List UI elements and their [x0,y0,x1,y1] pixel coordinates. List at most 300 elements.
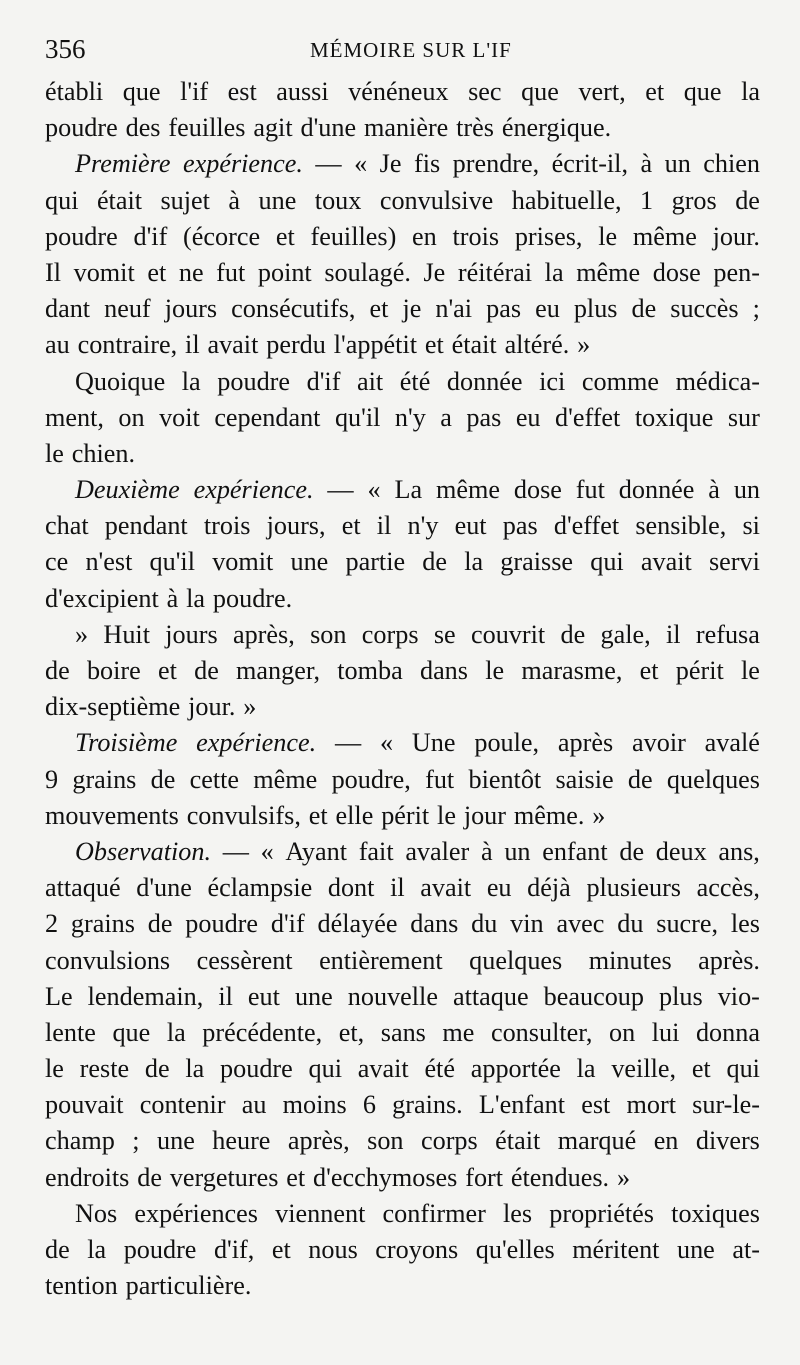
word: gale, [600,619,651,649]
word: saisie [555,764,614,794]
word: champ [45,1126,115,1156]
word: 1 [640,185,654,215]
word: ne [178,257,204,287]
word: aussi [276,77,329,106]
word: d'une [300,113,357,143]
text-line [45,291,760,327]
word: son [367,1126,404,1156]
word: voit [159,402,200,432]
word: manière [363,113,449,143]
word: qui [45,185,79,215]
word: à [480,836,493,866]
word: l'appétit [333,330,417,360]
word: des [125,113,161,143]
word: nous [308,1235,358,1264]
word: et [639,656,659,685]
word-gap [64,436,72,472]
word: et [157,656,177,685]
word: — [222,836,249,866]
word-gap [584,798,592,834]
word: même [436,475,500,505]
word: ait [357,366,384,396]
word: graisse [500,547,574,577]
word: n'y [407,511,439,541]
word: neuf [104,294,151,324]
word: d'effet [555,402,621,432]
word: n'est [85,547,133,577]
word: vin [510,909,544,939]
word: en [653,1126,679,1156]
word: était [495,1126,541,1156]
text-line [45,1160,760,1196]
word: poule, [474,728,540,758]
word: de [194,656,219,685]
word: et [369,294,389,324]
word: d'if, [213,1235,255,1264]
section-heading-word: Observation. [75,836,212,866]
section-heading-word: expérience. [196,728,317,758]
word: at- [732,1235,760,1264]
word: reste [79,1054,130,1084]
word-gap [278,1160,286,1196]
word: vomit [73,257,135,287]
word: périt [381,800,430,830]
text-line [45,1015,760,1051]
word: veille, [611,1054,677,1084]
text-line [45,689,760,725]
word: fait [358,836,394,866]
text-line [45,436,760,472]
text-line [45,943,760,979]
word: une [290,547,329,577]
text-line [45,1268,760,1304]
word: » [577,330,591,360]
text-line [45,1196,760,1232]
word: marqué [557,1126,637,1156]
word: cette [189,764,240,794]
word: sur [727,402,760,432]
word: même. [513,800,585,830]
text-line [45,544,760,580]
text-line [45,327,760,363]
word: lendemain, [87,981,204,1011]
word: Je [379,149,402,179]
word: les [502,1198,533,1228]
word: de [45,1235,70,1264]
word: d'effet [553,511,620,541]
word: « [379,728,394,758]
word: pendant [104,511,188,541]
word: pas [466,402,502,432]
word: est [581,1090,611,1120]
word: jour. [188,692,236,722]
word: un [504,836,531,866]
word: Une [411,728,456,758]
word-gap [373,798,381,834]
word-gap [118,1268,126,1304]
word: poudre. [212,583,293,613]
word: — [327,475,354,505]
word: la [185,1054,205,1084]
word-gap [293,110,301,146]
word: manger, [236,656,321,685]
word: vio- [717,981,760,1011]
word: fort [465,1162,504,1192]
word: toux [314,185,362,215]
word: divers [695,1126,760,1156]
text-line [45,1123,760,1159]
word: convulsions [45,945,171,975]
word: il [666,619,681,649]
word: on [609,1017,636,1047]
word: ; [752,294,760,324]
word: vert, [578,77,626,106]
text-line [45,762,760,798]
word: ; [132,1126,140,1156]
word-gap [235,689,243,725]
word: beaucoup [543,981,644,1011]
word: du [617,909,644,939]
word: de [137,1162,162,1192]
word-gap [258,327,266,363]
word: avait [207,330,259,360]
word: de [627,764,653,794]
word: poudre [45,113,118,143]
word: agit [253,113,293,143]
word: à [166,583,179,613]
word: apportée [470,1054,561,1084]
word: poudre [123,1235,197,1264]
word: éclampsie [207,873,313,903]
text-line [45,581,760,617]
word: qui [590,547,624,577]
word: (écorce [183,221,261,251]
word: « [260,836,274,866]
word: confirmer [382,1198,486,1228]
word: avalé [704,728,760,758]
word: trois [452,221,500,251]
word: vergetures [169,1162,279,1192]
word: ment, [45,402,104,432]
word: dose [652,257,701,287]
word: eu [486,873,512,903]
word: marasme, [521,656,623,685]
text-line [45,183,760,219]
text-line [45,472,760,508]
word: point [257,257,312,287]
word: qu'il [334,402,381,432]
word: fut [216,257,246,287]
word: 2 [45,909,59,939]
word-gap [326,327,334,363]
word: poudre [185,909,259,939]
word: et [275,221,295,251]
word: chat [45,511,89,541]
word: d'excipient [45,583,159,613]
word: au [45,330,70,360]
text-line [45,906,760,942]
word: eu [535,294,560,324]
word: qu'il [149,547,195,577]
section-heading-word: Première [75,149,171,179]
word: était [96,185,143,215]
word: trois [203,511,251,541]
word: gros [671,185,717,215]
word: prendre, [452,149,540,179]
text-line [45,798,760,834]
word: cependant [214,402,321,432]
word: du [471,909,498,939]
word: a [440,402,452,432]
word: plus [659,981,703,1011]
word-gap [305,1160,313,1196]
word: jour [463,800,506,830]
word: viennent [275,1198,366,1228]
word: réitérai [457,257,533,287]
text-line [45,146,760,182]
word: eut [247,981,280,1011]
word: périt [675,656,724,685]
word-gap [417,327,425,363]
word: à [228,185,241,215]
word-gap [162,1160,170,1196]
word: il [218,981,233,1011]
word: poudre, [331,764,411,794]
word: corps [420,1126,478,1156]
word-gap [444,327,452,363]
word: de [631,294,657,324]
word: la [741,77,760,106]
word: même [632,221,697,251]
word: n'y [394,402,426,432]
word: contraire, [77,330,178,360]
word: refusa [695,619,760,649]
word: Il [45,257,61,287]
word: il [185,330,200,360]
word: de [560,619,586,649]
word: deux [655,836,707,866]
word: me [442,1017,475,1047]
word: endroits [45,1162,130,1192]
word: sensible, [635,511,727,541]
word: croyons [375,1235,459,1264]
body-text [45,74,760,1304]
word: pas [502,511,538,541]
word: mouvements [45,800,179,830]
word: donnée [446,366,523,396]
word: comme [581,366,660,396]
word-gap [118,110,126,146]
word: une [294,981,333,1011]
text-line [45,400,760,436]
word-gap [506,798,514,834]
word: de [422,547,448,577]
word: enfant [542,836,608,866]
word: habituelle, [511,185,622,215]
word-gap [178,581,186,617]
word: d'if [270,909,305,939]
word: sujet [160,185,210,215]
word: était [451,330,497,360]
word: et [691,1054,711,1084]
word: jours [165,619,218,649]
text-line [45,834,760,870]
word-gap [70,327,78,363]
word-gap [497,327,505,363]
word: à [708,475,720,505]
word: et [271,1235,291,1264]
word: précédente, [202,1017,323,1047]
word: toxiques [671,1198,760,1228]
page-header [45,34,760,74]
text-line [45,219,760,255]
word: la [166,1017,186,1047]
word: 6 [362,1090,376,1120]
word: Huit [103,619,150,649]
word: consécutifs, [231,294,356,324]
word: corps [361,619,419,649]
word: la [181,366,201,396]
word-gap [205,581,213,617]
word: et [341,511,361,541]
word: « [367,475,381,505]
word: un [664,149,691,179]
word: ans, [718,836,760,866]
word: les [730,909,760,939]
word: La [394,475,423,505]
word: poudre [220,1054,293,1084]
word: convulsifs, [186,800,301,830]
word: lente [45,1017,96,1047]
text-line [45,110,760,146]
word: grains [70,909,135,939]
word: sucre, [656,909,719,939]
word: dans [410,909,459,939]
word: tomba [337,656,403,685]
word: n'ai [435,294,473,324]
word: que [122,77,161,106]
page-number: 356 [45,34,86,64]
word: » [592,800,606,830]
word: toxique [634,402,714,432]
word: le [437,800,456,830]
word: et [424,330,444,360]
word: que [112,1017,151,1047]
word: écrit-il, [551,149,629,179]
word: en [412,221,437,251]
word: feuilles [168,113,246,143]
word: il [376,511,392,541]
word: et [308,800,328,830]
word: fut [425,764,455,794]
word-gap [503,1160,511,1196]
word: avait [420,873,472,903]
word: après, [232,619,295,649]
word: de [147,909,173,939]
word-gap [494,110,502,146]
word: que [683,77,722,106]
word: avoir [632,728,686,758]
word: méritent [572,1235,660,1264]
word: se [433,619,456,649]
word: lui [651,1017,680,1047]
word: altéré. [504,330,570,360]
word: de [735,185,760,215]
word: servi [708,547,760,577]
text-line [45,508,760,544]
word-gap [177,327,185,363]
text-line [45,364,760,400]
text-line [45,1051,760,1087]
word: une [676,1235,715,1264]
word: avaler [405,836,470,866]
word: attaqué [45,873,121,903]
word: l'if [180,77,209,106]
word: le [485,656,505,685]
word: avait [357,1054,409,1084]
word: moins [282,1090,347,1120]
word: étendues. [510,1162,610,1192]
word: été [424,1054,455,1084]
word: je [402,294,422,324]
word: un [733,475,760,505]
word: Nos [75,1198,118,1228]
word: Le [45,981,73,1011]
word: une [157,1126,195,1156]
word: la [464,547,484,577]
word: perdu [266,330,326,360]
word: chien. [71,438,136,468]
word: — [315,149,342,179]
word: d'une [136,873,192,903]
word: pas [486,294,522,324]
word-gap [328,798,336,834]
word: la [186,583,206,613]
word: nouvelle [347,981,438,1011]
word: ici [539,366,566,396]
section-heading-word: expérience. [193,475,314,505]
word: vénéneux [348,77,449,106]
text-line [45,74,760,110]
word-gap [245,110,253,146]
word: ce [45,547,69,577]
word: et [147,257,167,287]
word: eu [515,402,541,432]
word: d'ecchymoses [313,1162,458,1192]
word: Quoique [75,366,166,396]
word: L'enfant [478,1090,566,1120]
word: on [118,402,145,432]
word: d'if [306,366,341,396]
word: la [544,257,564,287]
word: même [576,257,641,287]
word-gap [569,327,577,363]
word: si [742,511,760,541]
word: jours, [266,511,326,541]
word: à [640,149,653,179]
word: tention [45,1271,118,1301]
word-gap [457,1160,465,1196]
text-line [45,617,760,653]
word: pen- [713,257,760,287]
word: après [557,728,614,758]
section-heading-word: Troisième [75,728,178,758]
text-line [45,255,760,291]
word: jours [164,294,218,324]
word: quelques [666,764,760,794]
word: » [243,692,257,722]
word: « [354,149,368,179]
